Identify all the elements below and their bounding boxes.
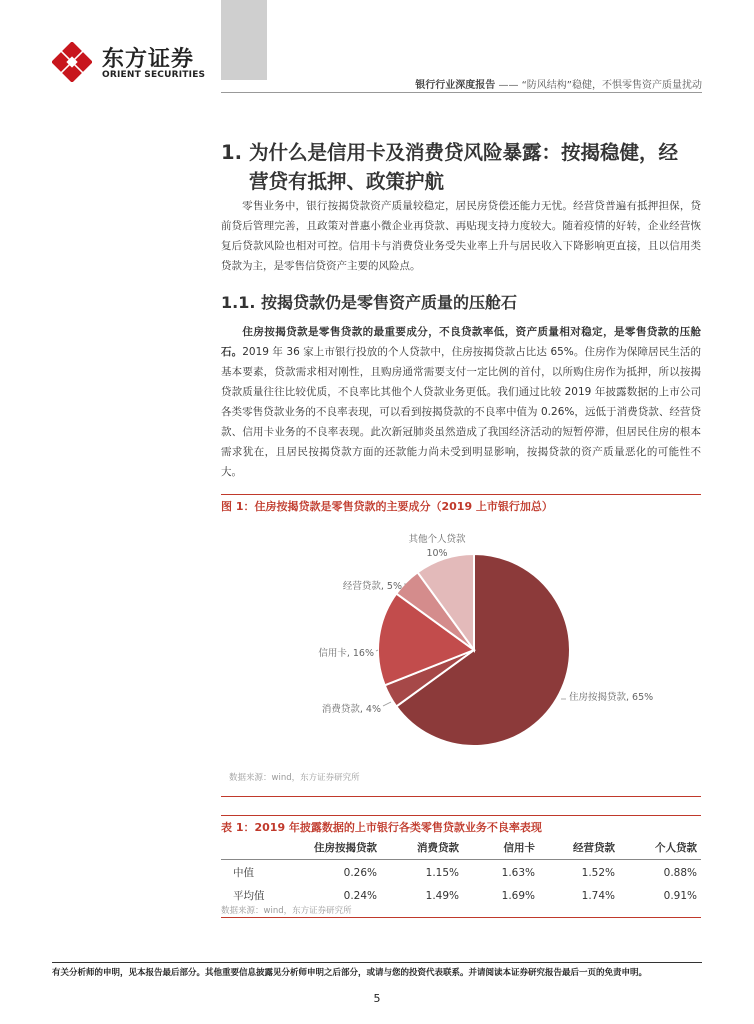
npl-table — [221, 838, 701, 906]
table-header-cell: 住房按揭贷款 — [297, 838, 381, 860]
table-cell: 1.49% — [425, 889, 459, 902]
section-1-heading — [221, 138, 711, 196]
section-1-text: 零售业务中，银行按揭贷款资产质量较稳定，居民房贷偿还能力无忧。经营贷普遍有抵押担保，贷前贷后管理完善，且政策对普惠小微企业再贷款、再贴现支持力度较大。随着疫情的好转，企业经营恢复后贷款风险也相对可控。信用卡与消费贷业务受失业率上升与居民收入下降影响更直接，且以信用类贷款为主，是零售信贷资产主要的风险点。 — [221, 200, 701, 272]
logo-en-text: ORIENT SECURITIES — [102, 70, 206, 80]
footer-divider — [52, 962, 702, 963]
section-1-1-heading — [221, 290, 517, 313]
section-1-1-paragraph — [221, 322, 701, 482]
table-row — [221, 883, 701, 906]
pie-leader-line — [383, 702, 391, 706]
pie-data-label: 经营贷款, 5% — [342, 581, 402, 592]
row-label: 平均值 — [233, 890, 265, 902]
table-1-bottom-rule — [221, 917, 701, 918]
section-title-line1: 为什么是信用卡及消费贷风险暴露：按揭稳健，经 — [249, 141, 679, 164]
subsection-title: 按揭贷款仍是零售资产质量的压舱石 — [261, 293, 518, 312]
paragraph-body: 2019 年 36 家上市银行投放的个人贷款中，住房按揭贷款占比达 65%。住房作为保障居民生活的基本要素，贷款需求相对刚性，且购房通常需要支付一定比例的首付，以所购住房作为抵押，所以按揭贷款质量往往比较优质，不良率比其他个人贷款业务更低。我们通过比较 2019 年披露数据的上市公司各类零售贷款业务的不良率表现，可以看到按揭贷款的不良率中值为 0.26%，远低于消费贷款、经营贷款、信用卡业务的不良率表现。此次新冠肺炎虽然造成了我国经济活动的短暂停滞，但居民住房的根本需求犹在，且居民按揭贷款方面的还款能力尚未受到明显影响，按揭贷款的资产质量恶化的可能性不大。 — [221, 346, 701, 478]
table-cell: 1.63% — [501, 866, 535, 879]
figure-1-source: 数据来源：wind，东方证券研究所 — [229, 773, 360, 783]
table-cell: 0.91% — [663, 889, 697, 902]
pie-data-label: 信用卡, 16% — [318, 648, 374, 659]
table-cell: 1.52% — [581, 866, 615, 879]
table-header-cell: 经营贷款 — [539, 838, 619, 860]
table-cell: 0.24% — [343, 889, 377, 902]
running-header — [415, 76, 702, 91]
section-title-line2: 营贷有抵押、政策护航 — [249, 170, 445, 193]
table-header-cell: 个人贷款 — [619, 838, 701, 860]
disclaimer-note: 有关分析师的申明，见本报告最后部分。其他重要信息披露见分析师申明之后部分，或请与您的投资代表联系。并请阅读本证券研究报告最后一页的免责申明。 — [52, 968, 648, 978]
lead-sentence-bold: 住房按揭贷款是零售贷款的最重要成分，不良贷款率低，资产质量相对稳定，是零售贷款的压舱石。 — [221, 326, 701, 358]
header-separator: —— — [495, 80, 522, 91]
orient-logo-icon — [52, 42, 92, 82]
table-header-cell: 消费贷款 — [381, 838, 463, 860]
table-1-source: 数据来源：wind，东方证券研究所 — [221, 906, 352, 916]
report-type: 银行行业深度报告 — [415, 80, 496, 91]
figure-1-chart — [221, 516, 701, 780]
header-accent-bar — [221, 0, 267, 80]
table-header-cell: 信用卡 — [463, 838, 539, 860]
table-header-row — [221, 838, 701, 860]
figure-1-bottom-rule — [221, 796, 701, 797]
report-subtitle: “防风结构”稳健，不惧零售资产质量扰动 — [521, 80, 702, 91]
row-label: 中值 — [233, 867, 254, 879]
table-cell: 0.26% — [343, 866, 377, 879]
company-logo — [52, 42, 212, 82]
section-1-paragraph — [221, 196, 701, 276]
header-divider — [221, 92, 702, 93]
table-1-title: 表 1：2019 年披露数据的上市银行各类零售贷款业务不良率表现 — [221, 815, 701, 835]
table-cell: 1.74% — [581, 889, 615, 902]
page-number: 5 — [373, 992, 381, 1005]
table-cell: 1.15% — [425, 866, 459, 879]
table-cell: 1.69% — [501, 889, 535, 902]
table-row — [221, 860, 701, 884]
subsection-number: 1.1. — [221, 293, 256, 312]
figure-1-title: 图 1：住房按揭贷款是零售贷款的主要成分（2019 上市银行加总） — [221, 494, 701, 514]
logo-cn-text: 东方证券 — [102, 47, 195, 72]
pie-data-label: 消费贷款, 4% — [321, 704, 381, 715]
table-cell: 0.88% — [663, 866, 697, 879]
pie-data-label: 10% — [426, 548, 448, 559]
section-number: 1. — [221, 141, 242, 164]
pie-data-label: 住房按揭贷款, 65% — [569, 692, 654, 703]
pie-data-label: 其他个人贷款 — [408, 534, 466, 545]
pie-chart — [221, 516, 701, 780]
table-header-cell — [221, 838, 297, 860]
